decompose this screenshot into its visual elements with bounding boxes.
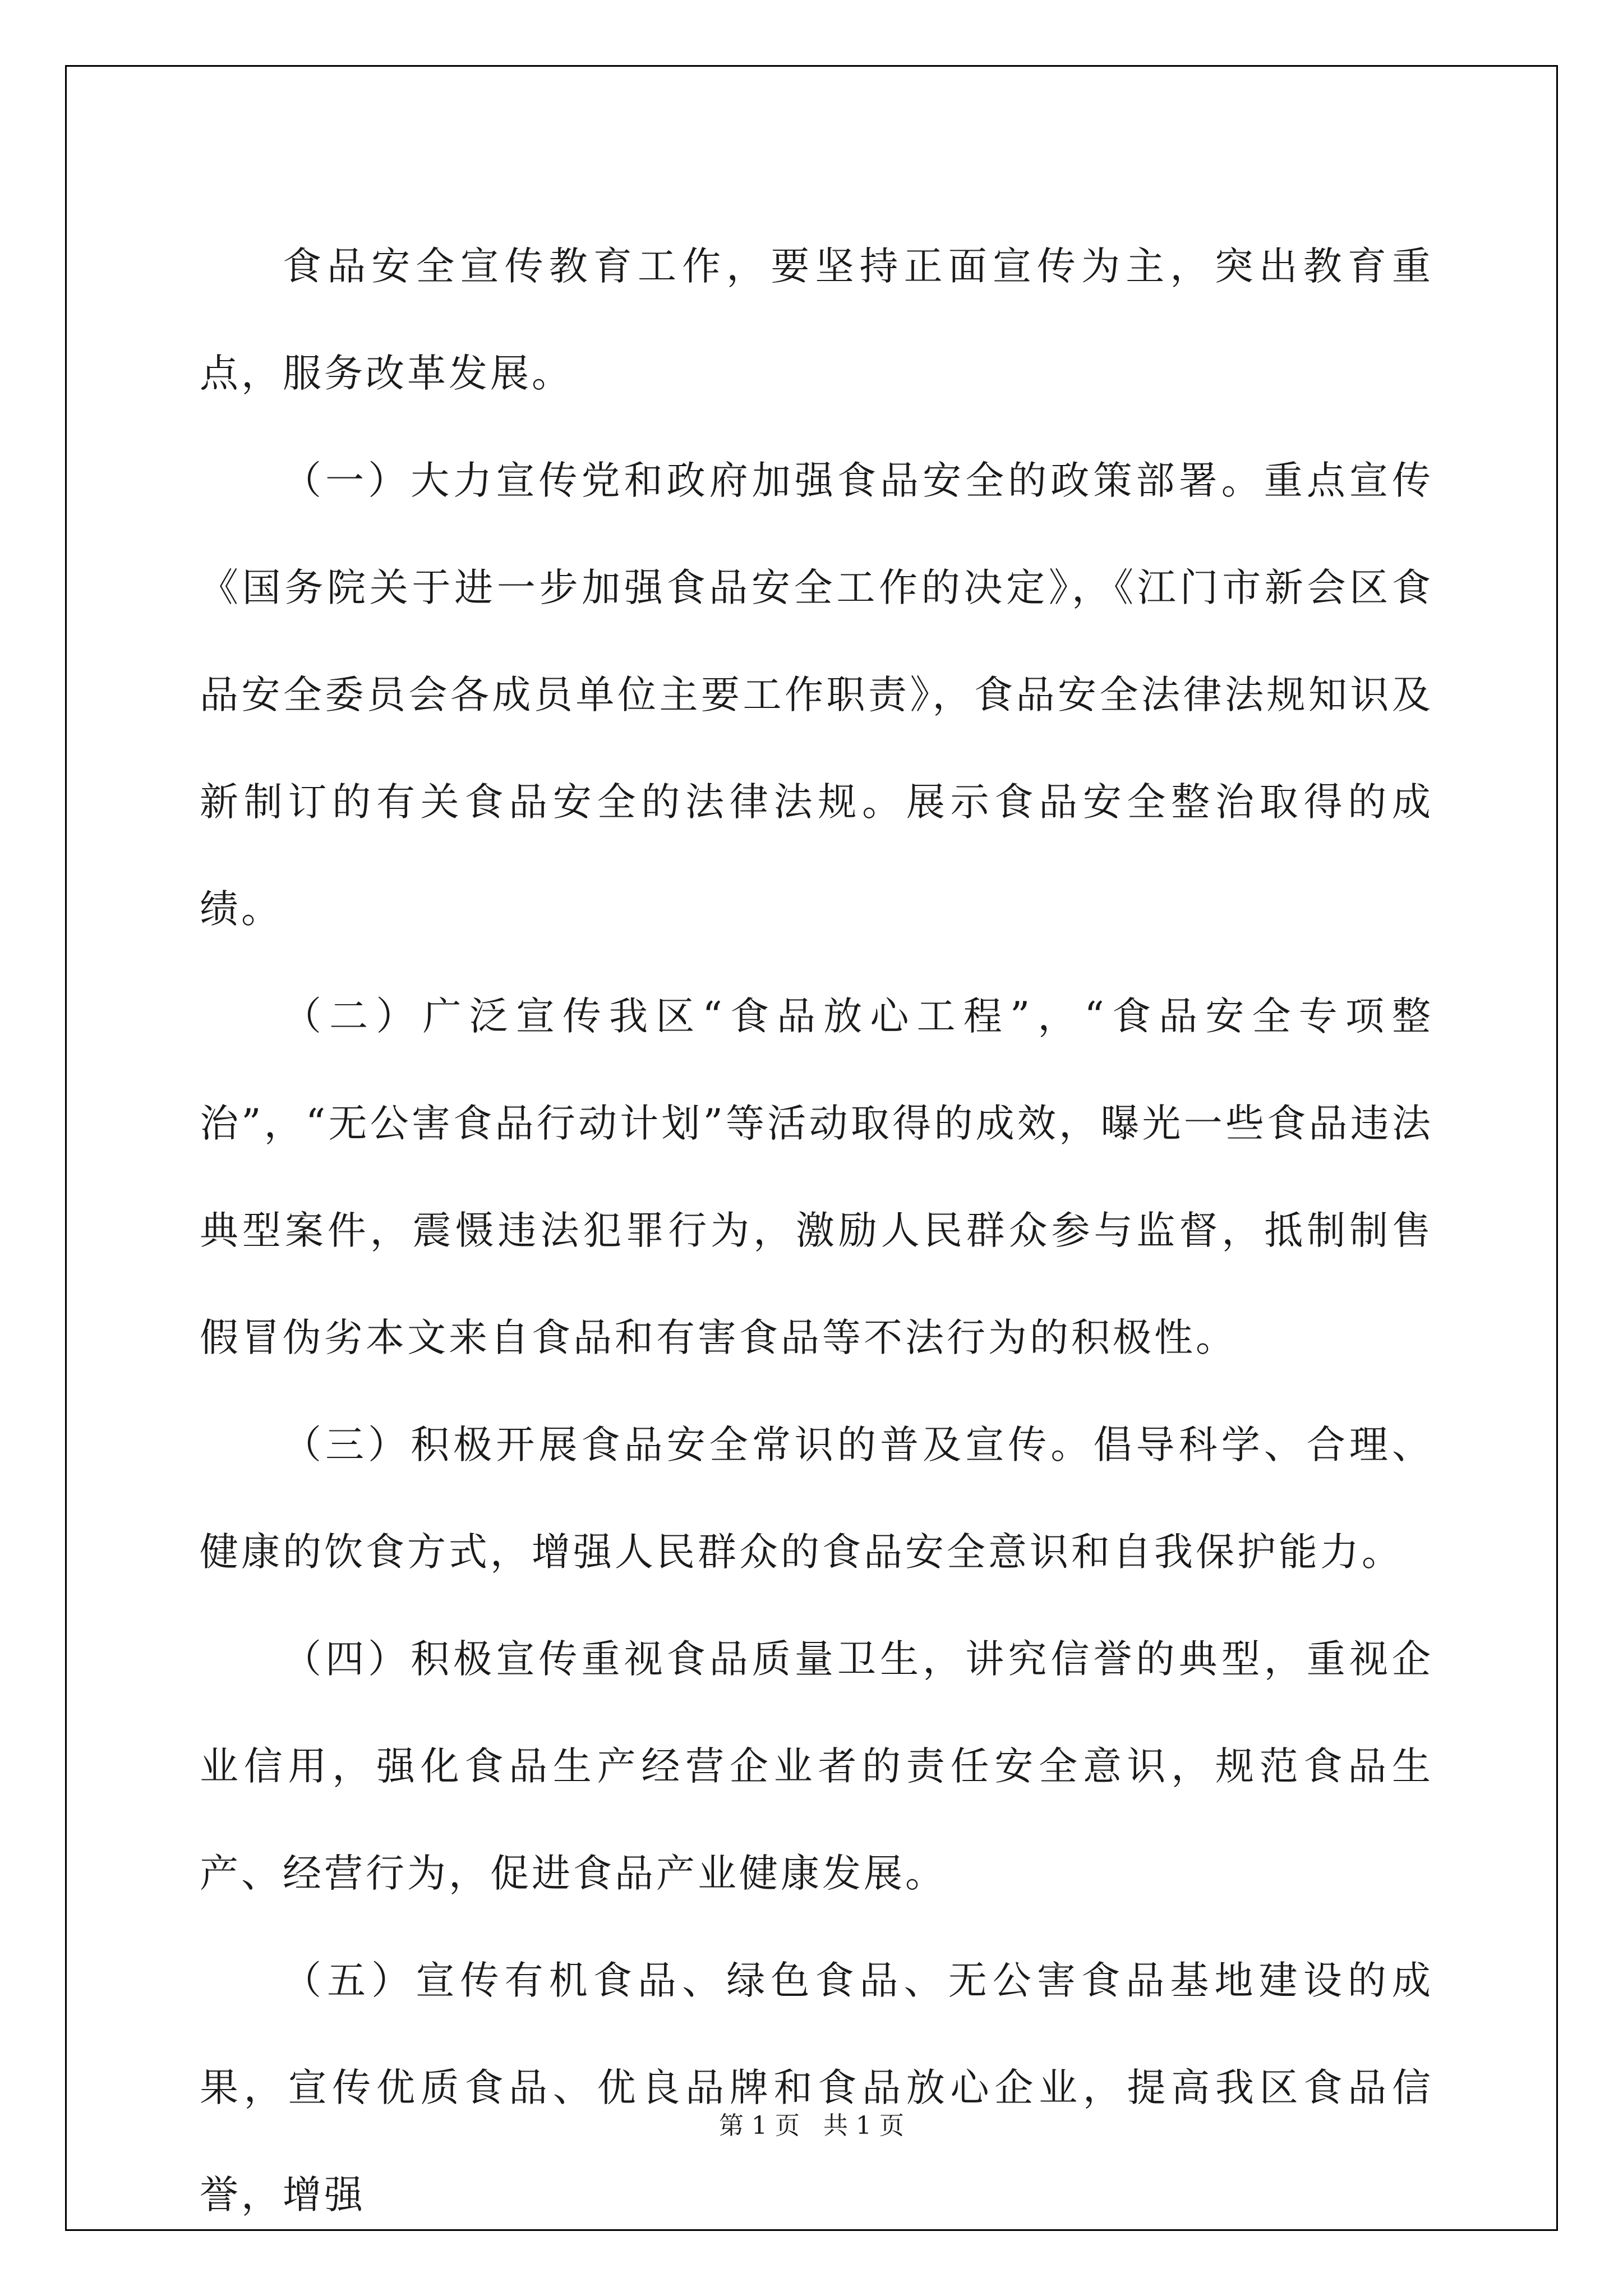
paragraph-section-3: （三）积极开展食品安全常识的普及宣传。倡导科学、合理、健康的饮食方式，增强人民群众的食品安全意识和自我保护能力。: [200, 1423, 1433, 1575]
paragraph-section-5: （五）宣传有机食品、绿色食品、无公害食品基地建设的成果，宣传优质食品、优良品牌和食品放心企业，提高我区食品信誉，增强: [200, 1958, 1433, 2217]
paragraph-section-2: （二）广泛宣传我区“食品放心工程”，“食品安全专项整治”，“无公害食品行动计划”等活动取得的成效，曝光一些食品违法典型案件，震慑违法犯罪行为，激励人民群众参与监督，抵制制售假冒伪劣本文来自食品和有害食品等不法行为的积极性。: [200, 994, 1433, 1360]
document-body: [200, 213, 1433, 2249]
page-number-footer: 第 1 页 共 1 页: [719, 2111, 904, 2140]
paragraph-section-1: （一）大力宣传党和政府加强食品安全的政策部署。重点宣传《国务院关于进一步加强食品安全工作的决定》，《江门市新会区食品安全委员会各成员单位主要工作职责》，食品安全法律法规知识及新制订的有关食品安全的法律法规。展示食品安全整治取得的成绩。: [200, 458, 1433, 932]
paragraph-intro: 食品安全宣传教育工作，要坚持正面宣传为主，突出教育重点，服务改革发展。: [200, 244, 1433, 396]
paragraph-section-4: （四）积极宣传重视食品质量卫生，讲究信誉的典型，重视企业信用，强化食品生产经营企业者的责任安全意识，规范食品生产、经营行为，促进食品产业健康发展。: [200, 1637, 1433, 1896]
